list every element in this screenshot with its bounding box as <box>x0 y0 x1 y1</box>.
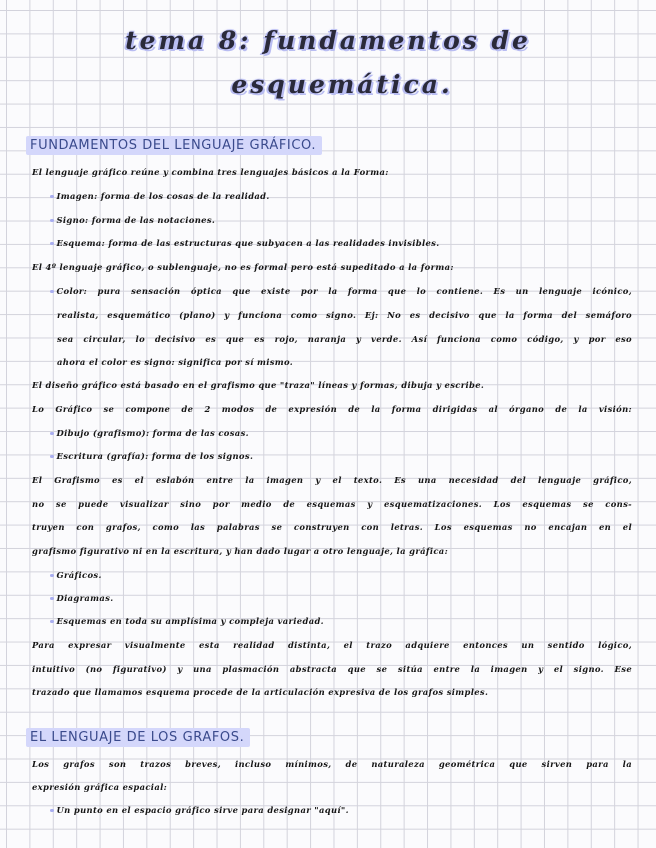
text-line: El lenguaje gráfico reúne y combina tres lenguajes básicos a la Forma: <box>32 167 389 177</box>
bullet-text: Gráficos. <box>56 570 102 580</box>
bullet-dot-icon <box>50 455 54 459</box>
bullet-text: Color: pura sensación óptica que existe por la forma que lo contiene. Es un lenguaje icónico, <box>56 286 632 296</box>
text-line: Lo Gráfico se compone de 2 modos de expresión de la forma dirigidas al órgano de la visión: <box>32 404 632 414</box>
bullet-item <box>50 563 632 587</box>
text-line: intuitivo (no figurativo) y una plasmación abstracta que se sitúa entre la imagen y el signo. Ese <box>32 664 632 674</box>
text-line: grafismo figurativo ni en la escritura, y han dado lugar a otro lenguaje, la gráfica: <box>32 546 449 556</box>
bullet-dot-icon <box>50 809 54 813</box>
bullet-dot-icon <box>50 574 54 578</box>
bullet-item <box>50 444 632 468</box>
bullet-item <box>50 231 632 255</box>
text-line: trazado que llamamos esquema procede de la articulación expresiva de los grafos simples. <box>32 687 489 697</box>
text-line: El 4º lenguaje gráfico, o sublenguaje, no es formal pero está supeditado a la forma: <box>32 262 454 272</box>
bullet-continuation: ahora el color es signo: significa por sí mismo. <box>57 357 294 367</box>
bullet-continuation: realista, esquemático (plano) y funciona como signo. Ej: No es decisivo que la forma del semáforo <box>57 310 632 320</box>
text-line: no se puede visualizar sino por medio de esquemas y esquematizaciones. Los esquemas se cons- <box>32 499 632 509</box>
bullet-text: Esquemas en toda su amplísima y compleja variedad. <box>56 616 324 626</box>
bullet-item <box>50 279 632 303</box>
text-line: truyen con grafos, como las palabras se construyen con letras. Los esquemas no encajan en el <box>32 522 632 532</box>
bullet-item <box>50 421 632 445</box>
bullet-text: Esquema: forma de las estructuras que subyacen a las realidades invisibles. <box>56 238 440 248</box>
bullet-dot-icon <box>50 219 54 223</box>
section-heading-grafos: EL LENGUAJE DE LOS GRAFOS. <box>26 728 250 747</box>
bullet-dot-icon <box>50 597 54 601</box>
bullet-continuation: sea circular, lo decisivo es que es rojo, naranja y verde. Así funciona como código, y por eso <box>57 334 632 344</box>
section-heading-fundamentos: FUNDAMENTOS DEL LENGUAJE GRÁFICO. <box>26 136 322 155</box>
text-line: Los grafos son trazos breves, incluso mínimos, de naturaleza geométrica que sirven para la <box>32 759 632 769</box>
page-title-line-2: esquemática. <box>231 70 453 99</box>
bullet-text: Diagramas. <box>56 593 114 603</box>
bullet-dot-icon <box>50 432 54 436</box>
bullet-item <box>50 798 632 822</box>
bullet-item <box>50 586 632 610</box>
text-line: El Grafismo es el eslabón entre la imagen y el texto. Es una necesidad del lenguaje gráfico, <box>32 475 632 485</box>
bullet-text: Un punto en el espacio gráfico sirve para designar "aquí". <box>56 805 349 815</box>
text-line: expresión gráfica espacial: <box>32 782 168 792</box>
text-line: El diseño gráfico está basado en el grafismo que "traza" líneas y formas, dibuja y escribe. <box>32 380 485 390</box>
text-line: Para expresar visualmente esta realidad distinta, el trazo adquiere entonces un sentido lógico, <box>32 640 632 650</box>
bullet-text: Imagen: forma de los cosas de la realidad. <box>56 191 270 201</box>
bullet-dot-icon <box>50 290 54 294</box>
bullet-dot-icon <box>50 242 54 246</box>
bullet-dot-icon <box>50 620 54 624</box>
bullet-item <box>50 184 632 208</box>
bullet-item <box>50 208 632 232</box>
bullet-text: Escritura (grafía): forma de los signos. <box>56 451 254 461</box>
bullet-text: Dibujo (grafismo): forma de las cosas. <box>56 428 249 438</box>
bullet-dot-icon <box>50 195 54 199</box>
bullet-text: Signo: forma de las notaciones. <box>56 215 216 225</box>
bullet-item <box>50 609 632 633</box>
page-title-line-1: tema 8: fundamentos de <box>125 26 531 55</box>
